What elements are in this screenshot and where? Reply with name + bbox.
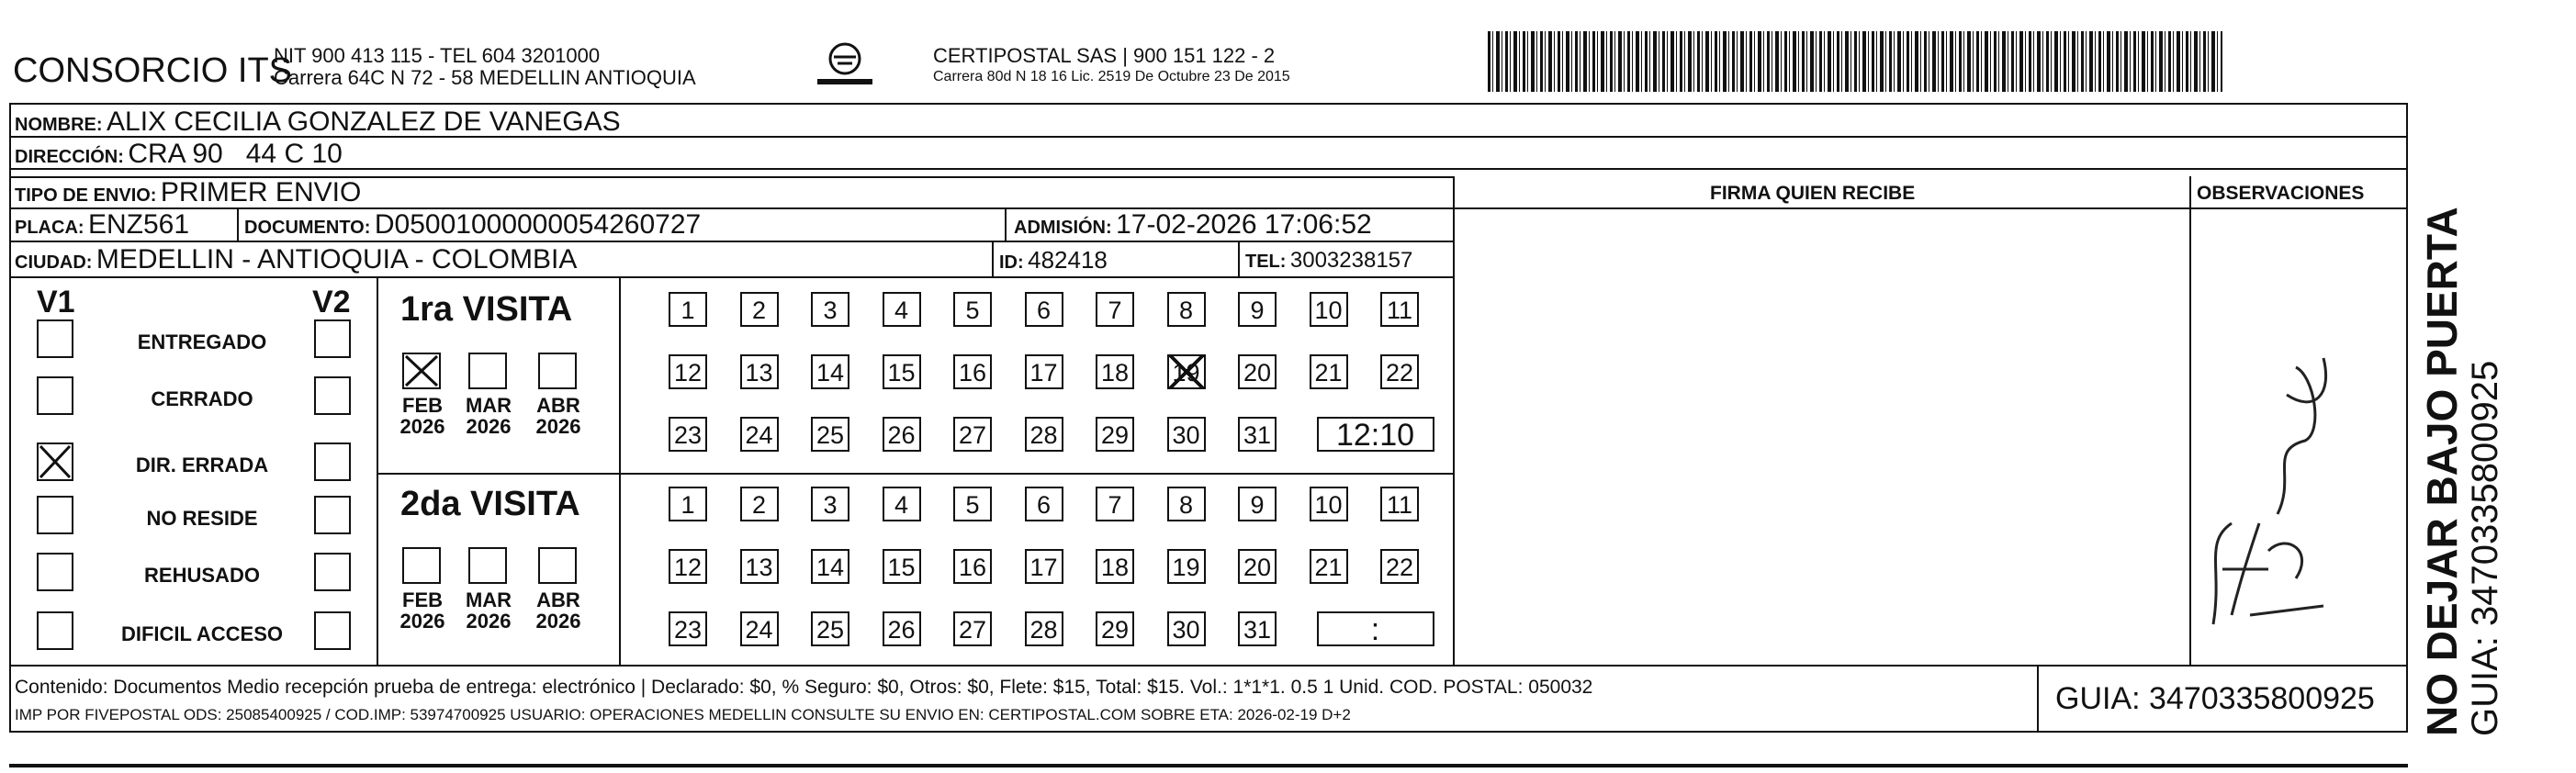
second-visit-day-box[interactable]: 14 bbox=[811, 549, 849, 584]
first-visit-day-box[interactable]: 10 bbox=[1310, 292, 1348, 327]
second-visit-month-label: FEB 2026 bbox=[399, 588, 445, 633]
second-visit-day-box[interactable]: 13 bbox=[740, 549, 779, 584]
observaciones-label: OBSERVACIONES bbox=[2197, 183, 2365, 204]
second-visit-month-checkbox[interactable] bbox=[468, 547, 507, 584]
company-address-line: Carrera 64C N 72 - 58 MEDELLIN ANTIOQUIA bbox=[274, 66, 696, 89]
first-visit-day-box[interactable]: 31 bbox=[1238, 417, 1277, 452]
second-visit-day-box[interactable]: 1 bbox=[669, 487, 707, 521]
status-label: DIFICIL ACCESO bbox=[120, 622, 283, 645]
first-visit-day-box[interactable]: 29 bbox=[1096, 417, 1134, 452]
second-visit-day-box[interactable]: 4 bbox=[883, 487, 921, 521]
v2-checkbox[interactable] bbox=[314, 319, 351, 358]
v2-header: V2 bbox=[312, 285, 351, 319]
tipo-envio-row bbox=[15, 179, 361, 207]
first-visit-day-box[interactable]: 11 bbox=[1380, 292, 1419, 327]
first-visit-month-label: MAR 2026 bbox=[465, 394, 512, 439]
v1-checkbox[interactable] bbox=[37, 553, 73, 591]
tel-label: TEL: bbox=[1245, 252, 1287, 272]
certipostal-logo bbox=[808, 40, 882, 95]
v1-checkbox[interactable] bbox=[37, 376, 73, 415]
ciudad-cell bbox=[15, 246, 577, 274]
side-notice-line2: GUIA: 3470335800925 bbox=[2465, 360, 2505, 736]
form-frame bbox=[9, 103, 2408, 733]
first-visit-day-box[interactable]: 13 bbox=[740, 354, 779, 389]
second-visit-month-checkbox[interactable] bbox=[402, 547, 441, 584]
first-visit-day-box[interactable]: 16 bbox=[953, 354, 992, 389]
second-visit-day-box[interactable]: 29 bbox=[1096, 611, 1134, 646]
admision-value: 17-02-2026 17:06:52 bbox=[1116, 209, 1372, 240]
documento-value: D05001000000054260727 bbox=[374, 209, 702, 240]
first-visit-title: 1ra VISITA bbox=[400, 290, 573, 329]
first-visit-day-box[interactable]: 21 bbox=[1310, 354, 1348, 389]
status-label: NO RESIDE bbox=[146, 507, 258, 530]
second-visit-day-box[interactable]: 20 bbox=[1238, 549, 1277, 584]
nombre-row bbox=[15, 108, 621, 136]
second-visit-day-box[interactable]: 30 bbox=[1167, 611, 1206, 646]
first-visit-month-label: FEB 2026 bbox=[399, 394, 445, 439]
first-visit-day-box[interactable]: 27 bbox=[953, 417, 992, 452]
second-visit-day-box[interactable]: 5 bbox=[953, 487, 992, 521]
second-visit-time-box[interactable]: : bbox=[1317, 611, 1434, 646]
nombre-label: NOMBRE: bbox=[15, 115, 103, 135]
firma-label: FIRMA QUIEN RECIBE bbox=[1710, 183, 1916, 204]
second-visit-day-box[interactable]: 10 bbox=[1310, 487, 1348, 521]
second-visit-day-box[interactable]: 11 bbox=[1380, 487, 1419, 521]
footer-contenido: Contenido: Documentos Medio recepción prueba de entrega: electrónico | Declarado: $0, % Seguro: $0, Otros: $0, Flete: $15, Total: $15. Vol.: 1*1*1. 0.5 1 Unid. COD. POSTAL: 050032 bbox=[15, 677, 1593, 698]
tipo-envio-label: TIPO DE ENVIO: bbox=[15, 185, 157, 206]
second-visit-day-box[interactable]: 18 bbox=[1096, 549, 1134, 584]
first-visit-day-box[interactable]: 2 bbox=[740, 292, 779, 327]
ciudad-label: CIUDAD: bbox=[15, 252, 93, 273]
first-visit-day-box[interactable]: 14 bbox=[811, 354, 849, 389]
second-visit-day-box[interactable]: 16 bbox=[953, 549, 992, 584]
id-label: ID: bbox=[999, 252, 1024, 273]
first-visit-day-box[interactable]: 23 bbox=[669, 417, 707, 452]
signature-mark bbox=[2195, 340, 2342, 643]
documento-label: DOCUMENTO: bbox=[244, 218, 371, 238]
first-visit-day-box[interactable]: 18 bbox=[1096, 354, 1134, 389]
second-visit-month-label: ABR 2026 bbox=[535, 588, 581, 633]
id-cell bbox=[999, 248, 1108, 272]
first-visit-day-box[interactable]: 15 bbox=[883, 354, 921, 389]
second-visit-day-box[interactable]: 2 bbox=[740, 487, 779, 521]
side-notice bbox=[2415, 103, 2525, 736]
second-visit-month-label: MAR 2026 bbox=[465, 588, 512, 633]
first-visit-day-box[interactable]: 30 bbox=[1167, 417, 1206, 452]
first-visit-day-box[interactable]: 1 bbox=[669, 292, 707, 327]
second-visit-day-box[interactable]: 19 bbox=[1167, 549, 1206, 584]
first-visit-month-checkbox[interactable] bbox=[468, 353, 507, 389]
first-visit-day-box[interactable]: 20 bbox=[1238, 354, 1277, 389]
first-visit-day-box[interactable]: 24 bbox=[740, 417, 779, 452]
first-visit-day-box[interactable]: 7 bbox=[1096, 292, 1134, 327]
placa-cell bbox=[15, 211, 189, 239]
second-visit-day-box[interactable]: 9 bbox=[1238, 487, 1277, 521]
tipo-envio-value: PRIMER ENVIO bbox=[160, 177, 362, 207]
second-visit-day-box[interactable]: 3 bbox=[811, 487, 849, 521]
admision-label: ADMISIÓN: bbox=[1014, 218, 1112, 238]
second-visit-title: 2da VISITA bbox=[400, 485, 580, 523]
first-visit-day-box[interactable]: 8 bbox=[1167, 292, 1206, 327]
ciudad-value: MEDELLIN - ANTIOQUIA - COLOMBIA bbox=[96, 244, 578, 274]
status-label: DIR. ERRADA bbox=[135, 454, 269, 476]
carrier-address-line: Carrera 80d N 18 16 Lic. 2519 De Octubre 23 De 2015 bbox=[933, 69, 1290, 84]
second-visit-day-box[interactable]: 26 bbox=[883, 611, 921, 646]
second-visit-day-box[interactable]: 25 bbox=[811, 611, 849, 646]
id-value: 482418 bbox=[1028, 246, 1108, 274]
footer-guia: GUIA: 3470335800925 bbox=[2055, 681, 2375, 716]
direccion-value: CRA 90 44 C 10 bbox=[128, 139, 343, 169]
second-visit-month-checkbox[interactable] bbox=[538, 547, 577, 584]
v1-checkbox[interactable] bbox=[37, 611, 73, 650]
company-name: CONSORCIO ITS bbox=[13, 51, 293, 90]
bottom-rule bbox=[9, 764, 2408, 767]
tel-cell bbox=[1245, 250, 1412, 272]
side-notice-line1: NO DEJAR BAJO PUERTA bbox=[2418, 207, 2466, 736]
admision-cell bbox=[1014, 211, 1372, 239]
second-visit-day-box[interactable]: 7 bbox=[1096, 487, 1134, 521]
first-visit-day-box[interactable]: 19 bbox=[1167, 354, 1206, 389]
status-label: CERRADO bbox=[151, 387, 253, 410]
first-visit-day-box[interactable]: 25 bbox=[811, 417, 849, 452]
v1-checkbox[interactable] bbox=[37, 496, 73, 534]
barcode bbox=[1488, 31, 2222, 92]
second-visit-day-box[interactable]: 28 bbox=[1025, 611, 1063, 646]
direccion-label: DIRECCIÓN: bbox=[15, 147, 124, 167]
v2-checkbox[interactable] bbox=[314, 496, 351, 534]
first-visit-month-checkbox[interactable] bbox=[538, 353, 577, 389]
second-visit-day-box[interactable]: 21 bbox=[1310, 549, 1348, 584]
first-visit-day-box[interactable]: 4 bbox=[883, 292, 921, 327]
second-visit-day-box[interactable]: 23 bbox=[669, 611, 707, 646]
second-visit-day-box[interactable]: 31 bbox=[1238, 611, 1277, 646]
tel-value: 3003238157 bbox=[1289, 248, 1413, 273]
second-visit-day-box[interactable]: 27 bbox=[953, 611, 992, 646]
first-visit-day-box[interactable]: 22 bbox=[1380, 354, 1419, 389]
second-visit-day-box[interactable]: 8 bbox=[1167, 487, 1206, 521]
first-visit-day-box[interactable]: 6 bbox=[1025, 292, 1063, 327]
v2-checkbox[interactable] bbox=[314, 376, 351, 415]
v1-checkbox[interactable] bbox=[37, 319, 73, 358]
v2-checkbox[interactable] bbox=[314, 443, 351, 481]
second-visit-day-box[interactable]: 17 bbox=[1025, 549, 1063, 584]
v1-header: V1 bbox=[37, 285, 75, 319]
v2-checkbox[interactable] bbox=[314, 553, 351, 591]
first-visit-day-box[interactable]: 9 bbox=[1238, 292, 1277, 327]
second-visit-day-box[interactable]: 22 bbox=[1380, 549, 1419, 584]
footer-imp: IMP POR FIVEPOSTAL ODS: 25085400925 / COD.IMP: 53974700925 USUARIO: OPERACIONES MEDELLIN CONSULTE SU ENVIO EN: CERTIPOSTAL.COM SOBRE ETA: 2026-02-19 D+2 bbox=[15, 706, 1351, 723]
placa-label: PLACA: bbox=[15, 218, 84, 238]
carrier-name-line: CERTIPOSTAL SAS | 900 151 122 - 2 bbox=[933, 44, 1276, 67]
second-visit-day-box[interactable]: 24 bbox=[740, 611, 779, 646]
first-visit-day-box[interactable]: 5 bbox=[953, 292, 992, 327]
second-visit-day-box[interactable]: 15 bbox=[883, 549, 921, 584]
v1-checkbox[interactable] bbox=[37, 443, 73, 481]
first-visit-day-box[interactable]: 26 bbox=[883, 417, 921, 452]
documento-cell bbox=[244, 211, 701, 239]
first-visit-month-label: ABR 2026 bbox=[535, 394, 581, 439]
nombre-value: ALIX CECILIA GONZALEZ DE VANEGAS bbox=[107, 106, 621, 137]
second-visit-day-box[interactable]: 6 bbox=[1025, 487, 1063, 521]
placa-value: ENZ561 bbox=[88, 209, 190, 240]
first-visit-month-checkbox[interactable] bbox=[402, 353, 441, 389]
status-label: ENTREGADO bbox=[137, 330, 267, 353]
first-visit-day-box[interactable]: 28 bbox=[1025, 417, 1063, 452]
v2-checkbox[interactable] bbox=[314, 611, 351, 650]
first-visit-day-box[interactable]: 17 bbox=[1025, 354, 1063, 389]
first-visit-time-box[interactable]: 12:10 bbox=[1317, 417, 1434, 452]
status-label: REHUSADO bbox=[144, 564, 260, 587]
company-nit-line: NIT 900 413 115 - TEL 604 3201000 bbox=[274, 44, 601, 67]
direccion-row bbox=[15, 140, 343, 168]
first-visit-day-box[interactable]: 12 bbox=[669, 354, 707, 389]
first-visit-day-box[interactable]: 3 bbox=[811, 292, 849, 327]
second-visit-day-box[interactable]: 12 bbox=[669, 549, 707, 584]
